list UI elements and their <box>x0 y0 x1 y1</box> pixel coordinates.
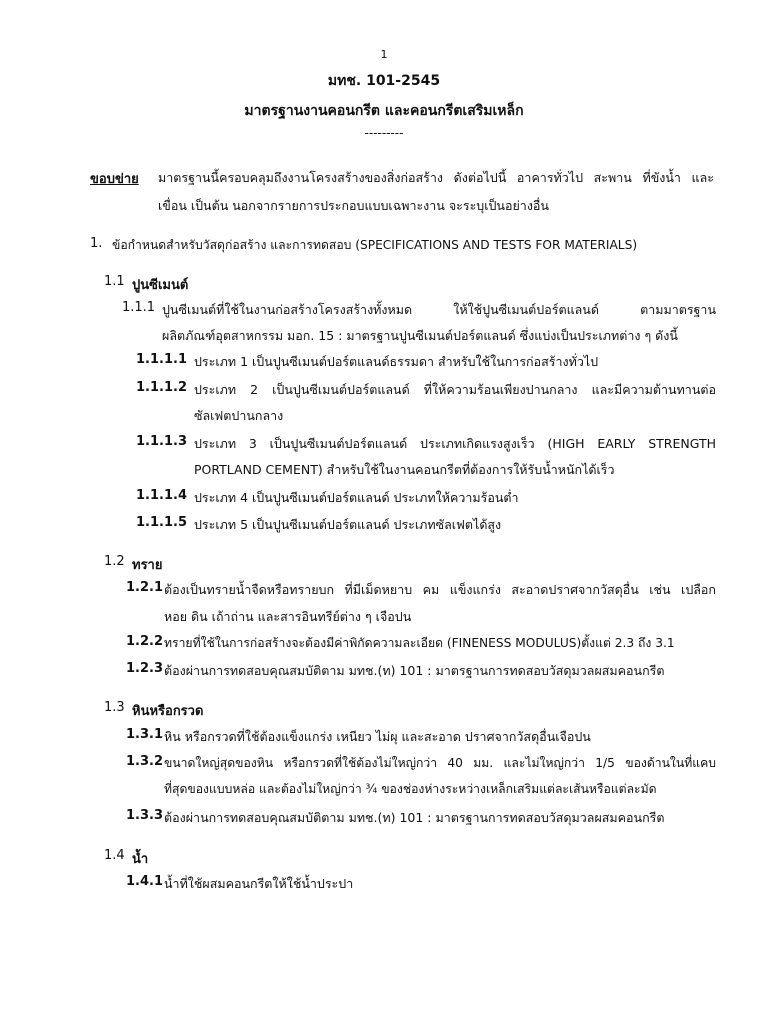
item-1-4-1-text: น้ำที่ใช้ผสมคอนกรีตให้ใช้น้ำประปา <box>164 876 354 891</box>
standard-code: มทช. 101-2545 <box>327 73 441 89</box>
scope-label: ขอบข่าย <box>90 172 139 187</box>
section-1-3-number: 1.3 <box>104 700 125 715</box>
item-1-3-3-number: 1.3.3 <box>126 808 164 823</box>
item-1-3-3-text: ต้องผ่านการทดสอบคุณสมบัติตาม มทช.(ท) 101 : มาตรฐานการทดสอบวัสดุมวลผสมคอนกรีต <box>164 810 665 825</box>
section-1-2-number: 1.2 <box>104 554 125 569</box>
page-number: 1 <box>380 48 388 61</box>
item-1-2-3-text: ต้องผ่านการทดสอบคุณสมบัติตาม มทช.(ท) 101 : มาตรฐานการทดสอบวัสดุมวลผสมคอนกรีต <box>164 663 665 678</box>
type-4-number: 1.1.1.4 <box>136 488 187 503</box>
item-1-2-1-line-2: หอย ดิน เถ้าถ่าน และสารอินทรีย์ต่าง ๆ เจือปน <box>164 609 412 624</box>
section-1-3-title: หินหรือกรวด <box>132 704 204 719</box>
type-4-text: ประเภท 4 เป็นปูนซีเมนต์ปอร์ตแลนด์ ประเภทให้ความร้อนต่ำ <box>194 490 519 505</box>
section-1-1-number: 1.1 <box>104 274 125 289</box>
item-1-4-1-number: 1.4.1 <box>126 874 164 889</box>
section-1-4-number: 1.4 <box>104 848 125 863</box>
item-1-1-1-number: 1.1.1 <box>122 300 156 315</box>
item-1-2-1-line-1: ต้องเป็นทรายน้ำจืดหรือทรายบก ที่มีเม็ดหยาบ คม แข็งแกร่ง สะอาดปราศจากวัสดุอื่น เช่น เปลือก <box>164 582 716 597</box>
item-1-3-1-number: 1.3.1 <box>126 727 164 742</box>
type-5-text: ประเภท 5 เป็นปูนซีเมนต์ปอร์ตแลนด์ ประเภทซัลเฟตได้สูง <box>194 517 502 532</box>
item-1-3-1-text: หิน หรือกรวดที่ใช้ต้องแข็งแกร่ง เหนียว ไม่ผุ และสะอาด ปราศจากวัสดุอื่นเจือปน <box>164 729 591 744</box>
section-1-2-title: ทราย <box>132 558 163 573</box>
section-1-number: 1. <box>90 236 103 251</box>
item-1-3-2-number: 1.3.2 <box>126 754 164 769</box>
item-1-1-1-line-2: ผลิตภัณฑ์อุตสาหกรรม มอก. 15 : มาตรฐานปูนซีเมนต์ปอร์ตแลนด์ ซึ่งแบ่งเป็นประเภทต่าง ๆ ดังนี้ <box>162 328 678 343</box>
type-1-number: 1.1.1.1 <box>136 352 187 367</box>
scope-line-1: มาตรฐานนี้ครอบคลุมถึงงานโครงสร้างของสิ่งก่อสร้าง ดังต่อไปนี้ อาคารทั่วไป สะพาน ที่ขังน้ำ และ <box>158 170 714 185</box>
type-2-line-1: ประเภท 2 เป็นปูนซีเมนต์ปอร์ตแลนด์ ที่ให้ความร้อนเพียงปานกลาง และมีความต้านทานต่อ <box>194 382 716 397</box>
section-1-4-title: น้ำ <box>132 852 149 867</box>
item-1-3-2-line-2: ที่สุดของแบบหล่อ และต้องไม่ใหญ่กว่า ¾ ของช่องห่างระหว่างเหล็กเสริมแต่ละเส้นหรือแต่ละมัด <box>164 782 657 796</box>
item-1-2-1-number: 1.2.1 <box>126 580 164 595</box>
type-2-number: 1.1.1.2 <box>136 380 187 395</box>
scope-line-2: เขื่อน เป็นต้น นอกจากรายการประกอบแบบเฉพาะงาน จะระบุเป็นอย่างอื่น <box>158 198 549 213</box>
item-1-1-1-line-1: ปูนซีเมนต์ที่ใช้ในงานก่อสร้างโครงสร้างทั้งหมด ให้ใช้ปูนซีเมนต์ปอร์ตแลนด์ ตามมาตรฐาน <box>162 302 716 317</box>
type-3-line-2: PORTLAND CEMENT) สำหรับใช้ในงานคอนกรีตที่ต้องการให้รับน้ำหนักได้เร็ว <box>194 462 615 477</box>
section-1-1-title: ปูนซีเมนต์ <box>132 278 189 293</box>
document-title: มาตรฐานงานคอนกรีต และคอนกรีตเสริมเหล็ก <box>244 103 524 119</box>
type-3-line-1: ประเภท 3 เป็นปูนซีเมนต์ปอร์ตแลนด์ ประเภทเกิดแรงสูงเร็ว (HIGH EARLY STRENGTH <box>194 436 716 451</box>
item-1-2-2-text: ทรายที่ใช้ในการก่อสร้างจะต้องมีค่าพิกัดความละเอียด (FINENESS MODULUS)ตั้งแต่ 2.3 ถึง 3.1 <box>164 636 675 650</box>
type-1-text: ประเภท 1 เป็นปูนซีเมนต์ปอร์ตแลนด์ธรรมดา สำหรับใช้ในการก่อสร้างทั่วไป <box>194 354 599 369</box>
item-1-2-3-number: 1.2.3 <box>126 661 164 676</box>
item-1-2-2-number: 1.2.2 <box>126 634 164 649</box>
type-3-number: 1.1.1.3 <box>136 434 187 449</box>
type-2-line-2: ซัลเฟตปานกลาง <box>194 408 284 423</box>
type-5-number: 1.1.1.5 <box>136 515 187 530</box>
item-1-3-2-line-1: ขนาดใหญ่สุดของหิน หรือกรวดที่ใช้ต้องไม่ใหญ่กว่า 40 มม. และไม่ใหญ่กว่า 1/5 ของด้านในที่แคบ <box>164 756 716 770</box>
section-1-title: ข้อกำหนดสำหรับวัสดุก่อสร้าง และการทดสอบ (SPECIFICATIONS AND TESTS FOR MATERIALS) <box>112 238 638 252</box>
title-divider: --------- <box>364 126 404 140</box>
